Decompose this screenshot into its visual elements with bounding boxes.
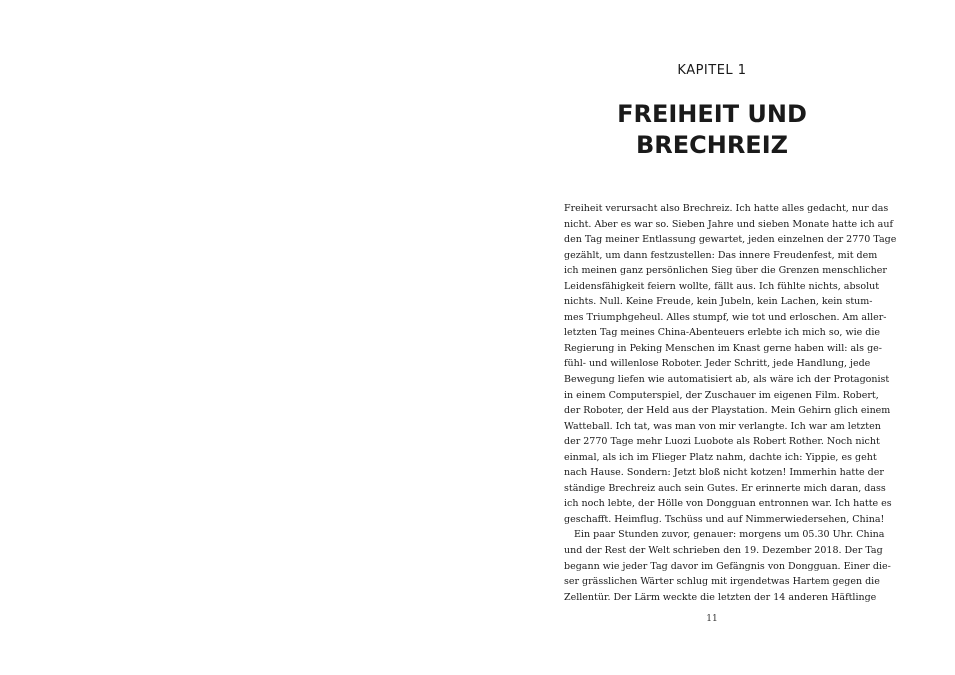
text-line: und der Rest der Welt schrieben den 19. Dezember 2018. Der Tag: [564, 545, 883, 557]
text-line: nach Hause. Sondern: Jetzt bloß nicht kotzen! Immerhin hatte der: [564, 467, 884, 479]
text-line: letzten Tag meines China-Abenteuers erlebte ich mich so, wie die: [564, 327, 881, 339]
text-line: nichts. Null. Keine Freude, kein Jubeln, kein Lachen, kein stum-: [564, 296, 873, 308]
text-line: den Tag meiner Entlassung gewartet, jeden einzelnen der 2770 Tage: [564, 234, 897, 246]
body-text: [564, 201, 897, 605]
text-line: Zellentür. Der Lärm weckte die letzten der 14 anderen Häftlinge: [564, 591, 877, 603]
text-line: nicht. Aber es war so. Sieben Jahre und sieben Monate hatte ich auf: [564, 218, 893, 230]
text-line: Watteball. Ich tat, was man von mir verlangte. Ich war am letzten: [564, 420, 881, 432]
text-line: der Roboter, der Held aus der Playstation. Mein Gehirn glich einem: [564, 405, 891, 417]
text-line: geschafft. Heimflug. Tschüss und auf Nimmerwiedersehen, China!: [564, 513, 885, 525]
text-line: in einem Computerspiel, der Zuschauer im eigenen Film. Robert,: [564, 389, 879, 401]
chapter-title-line-2: BRECHREIZ: [635, 131, 789, 159]
text-line: ständige Brechreiz auch sein Gutes. Er erinnerte mich daran, dass: [564, 482, 886, 494]
text-line: Bewegung liefen wie automatisiert ab, als wäre ich der Protagonist: [564, 374, 890, 386]
text-line: gezählt, um dann festzustellen: Das innere Freudenfest, mit dem: [564, 249, 878, 261]
page-number: 11: [706, 614, 718, 624]
text-line: einmal, als ich im Flieger Platz nahm, dachte ich: Yippie, es geht: [564, 451, 877, 463]
text-line: Ein paar Stunden zuvor, genauer: morgens um 05.30 Uhr. China: [574, 529, 885, 541]
text-line: der 2770 Tage mehr Luozi Luobote als Robert Rother. Noch nicht: [564, 436, 880, 448]
text-line: ich noch lebte, der Hölle von Dongguan entronnen war. Ich hatte es: [564, 498, 892, 510]
text-line: ser grässlichen Wärter schlug mit irgendetwas Hartem gegen die: [564, 576, 880, 588]
chapter-title: [564, 99, 860, 161]
text-line: ich meinen ganz persönlichen Sieg über die Grenzen menschlicher: [564, 265, 887, 277]
text-line: Regierung in Peking Menschen im Knast gerne haben will: als ge-: [564, 342, 882, 354]
text-line: mes Triumphgeheul. Alles stumpf, wie tot und erloschen. Am aller-: [564, 311, 887, 323]
text-line: Leidensfähigkeit feiern wollte, fällt aus. Ich fühlte nichts, absolut: [564, 280, 880, 292]
chapter-title-line-1: FREIHEIT UND: [617, 100, 807, 128]
text-line: fühl- und willenlose Roboter. Jeder Schritt, jede Handlung, jede: [564, 358, 871, 370]
chapter-label: KAPITEL 1: [677, 63, 747, 78]
left-page-blank: [0, 0, 477, 675]
text-line: Freiheit verursacht also Brechreiz. Ich hatte alles gedacht, nur das: [564, 203, 889, 214]
text-line: begann wie jeder Tag davor im Gefängnis von Dongguan. Einer die-: [564, 560, 891, 572]
